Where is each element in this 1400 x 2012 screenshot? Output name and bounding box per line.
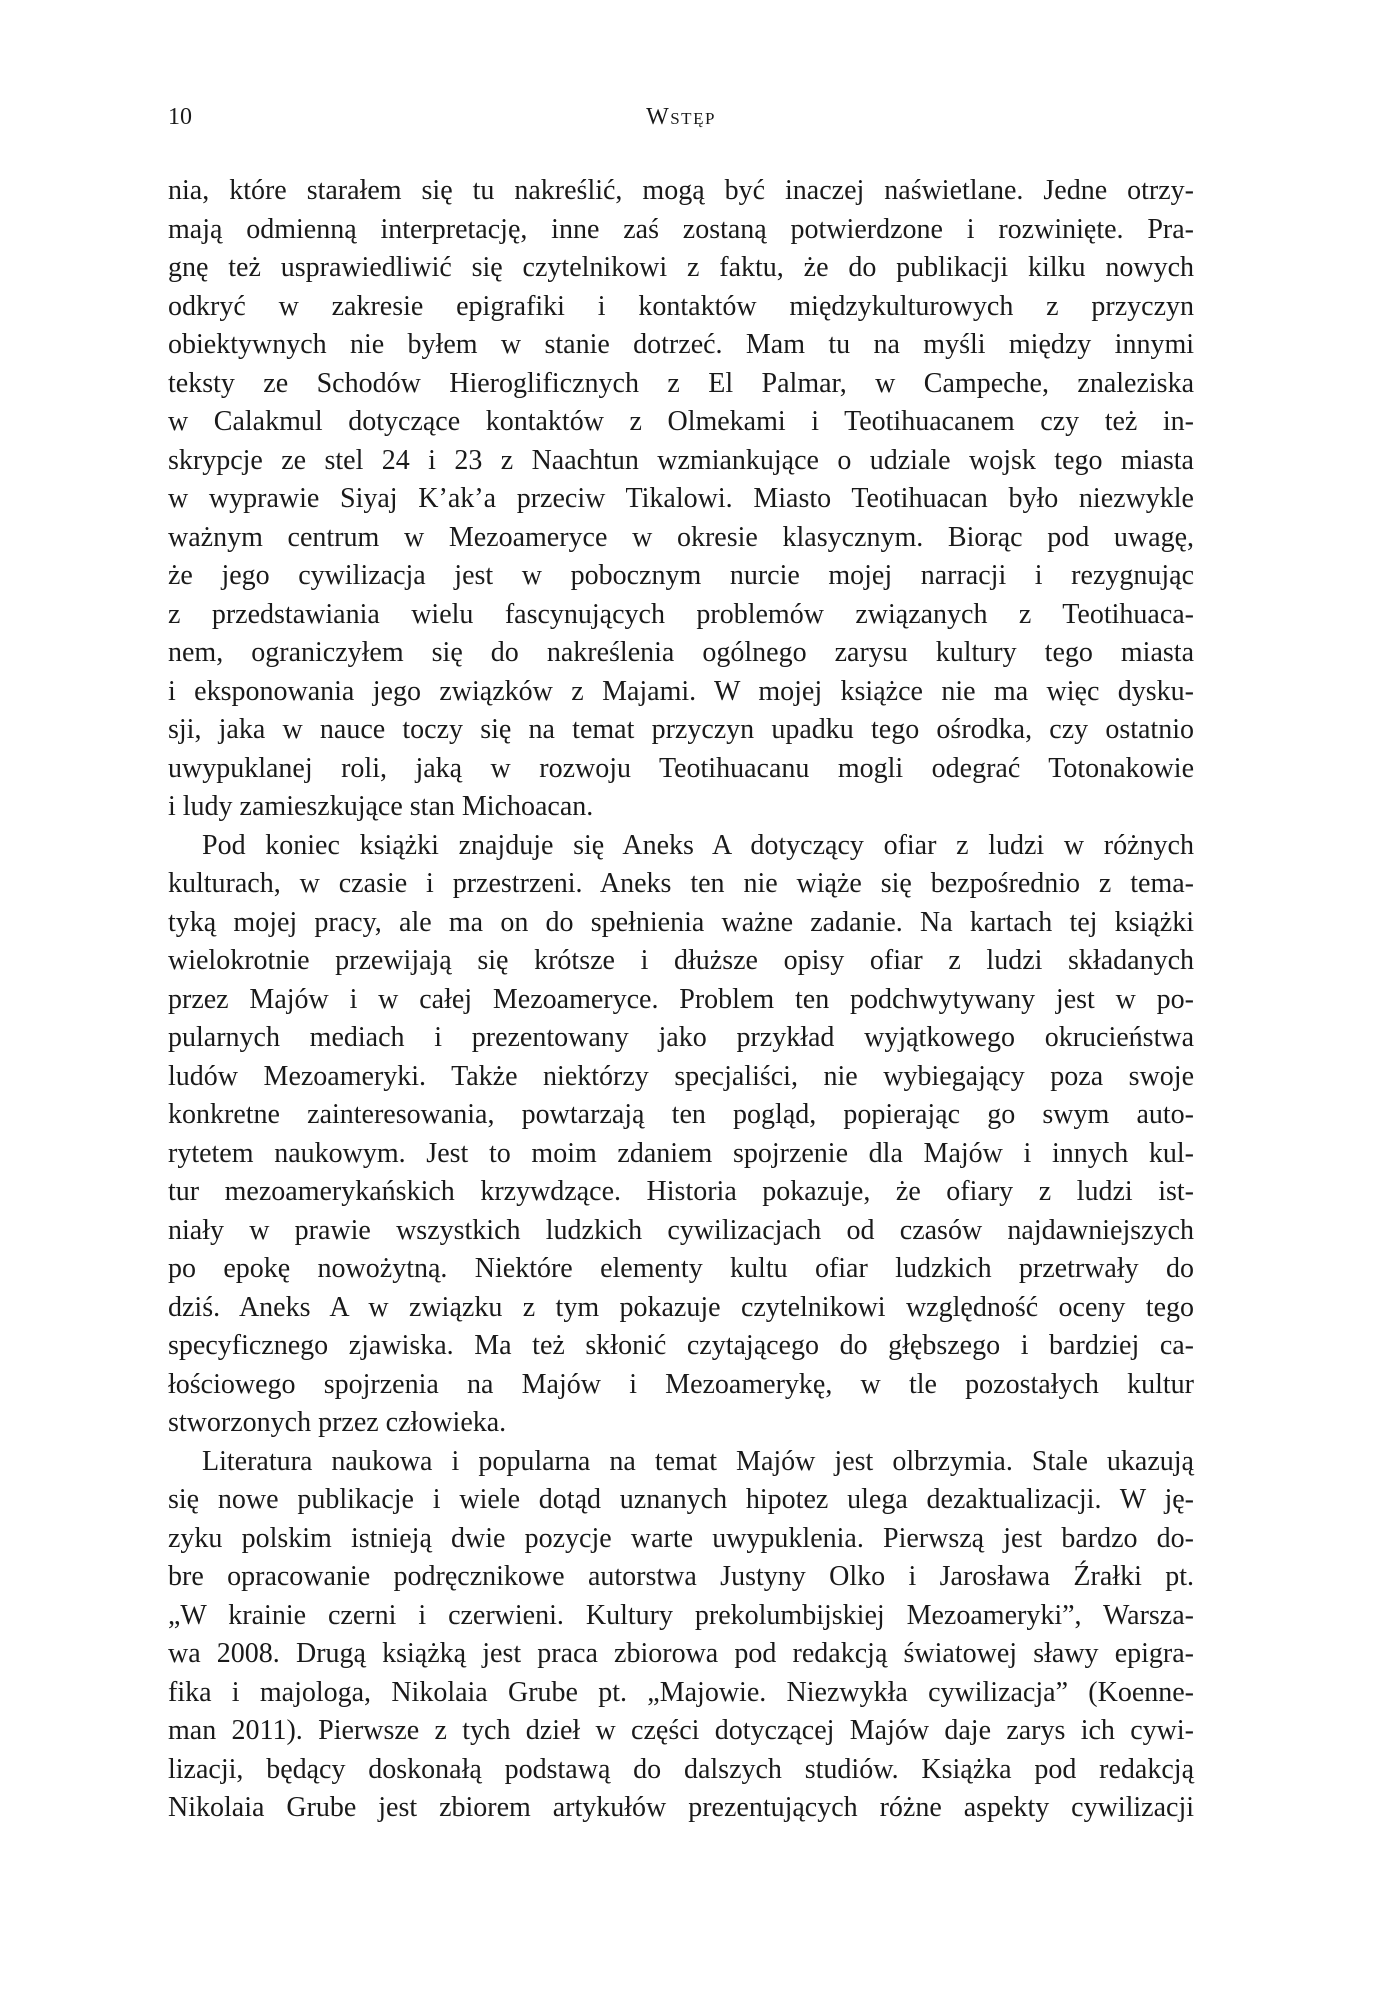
text-line: mają odmienną interpretację, inne zaś zostaną potwierdzone i rozwinięte. Pra- xyxy=(168,213,1194,245)
text-line: i eksponowania jego związków z Majami. W mojej książce nie ma więc dysku- xyxy=(168,675,1194,707)
text-line: nem, ograniczyłem się do nakreślenia ogólnego zarysu kultury tego miasta xyxy=(168,637,1194,668)
text-line: wa 2008. Drugą książką jest praca zbiorowa pod redakcją światowej sławy epigra- xyxy=(168,1638,1194,1669)
text-line: gnę też usprawiedliwić się czytelnikowi z faktu, że do publikacji kilku nowych xyxy=(168,252,1194,283)
text-line: stworzonych przez człowieka. xyxy=(168,1407,507,1438)
text-line: rytetem naukowym. Jest to moim zdaniem spojrzenie dla Majów i innych kul- xyxy=(168,1137,1194,1169)
paragraph xyxy=(168,827,1194,1443)
text-line: fika i majologa, Nikolaia Grube pt. „Majowie. Niezwykła cywilizacja” (Koenne- xyxy=(168,1676,1194,1708)
text-line: że jego cywilizacja jest w pobocznym nurcie mojej narracji i rezygnując xyxy=(168,560,1194,591)
text-line: się nowe publikacje i wiele dotąd uznanych hipotez ulega dezaktualizacji. W ję- xyxy=(168,1484,1194,1515)
text-line: skrypcje ze stel 24 i 23 z Naachtun wzmiankujące o udziale wojsk tego miasta xyxy=(168,444,1194,476)
text-line: dziś. Aneks A w związku z tym pokazuje czytelnikowi względność oceny tego xyxy=(168,1291,1194,1323)
text-line: Pod koniec książki znajduje się Aneks A dotyczący ofiar z ludzi w różnych xyxy=(202,829,1194,861)
text-line: przez Majów i w całej Mezoameryce. Problem ten podchwytywany jest w po- xyxy=(168,983,1194,1015)
paragraph xyxy=(168,172,1194,827)
text-line: lizacji, będący doskonałą podstawą do dalszych studiów. Książka pod redakcją xyxy=(168,1753,1194,1785)
text-line: specyficznego zjawiska. Ma też skłonić czytającego do głębszego i bardziej ca- xyxy=(168,1330,1194,1361)
text-line: man 2011). Pierwsze z tych dzieł w części dotyczącej Majów daje zarys ich cywi- xyxy=(168,1715,1194,1746)
text-line: z przedstawiania wielu fascynujących problemów związanych z Teotihuaca- xyxy=(168,598,1194,630)
text-line: kulturach, w czasie i przestrzeni. Aneks ten nie wiąże się bezpośrednio z tema- xyxy=(168,868,1194,899)
text-line: konkretne zainteresowania, powtarzają ten pogląd, popierając go swym auto- xyxy=(168,1099,1194,1130)
text-line: w Calakmul dotyczące kontaktów z Olmekami i Teotihuacanem czy też in- xyxy=(168,406,1194,437)
text-line: obiektywnych nie byłem w stanie dotrzeć. Mam tu na myśli między innymi xyxy=(168,329,1194,360)
page-number: 10 xyxy=(168,104,192,130)
text-line: niały w prawie wszystkich ludzkich cywilizacjach od czasów najdawniejszych xyxy=(168,1214,1194,1246)
text-line: odkryć w zakresie epigrafiki i kontaktów międzykulturowych z przyczyn xyxy=(168,290,1194,322)
text-line: i ludy zamieszkujące stan Michoacan. xyxy=(168,791,594,822)
running-title: Wstęp xyxy=(646,104,716,130)
text-line: Nikolaia Grube jest zbiorem artykułów prezentujących różne aspekty cywilizacji xyxy=(168,1792,1194,1823)
text-line: Literatura naukowa i popularna na temat Majów jest olbrzymia. Stale ukazują xyxy=(202,1445,1194,1477)
text-line: tur mezoamerykańskich krzywdzące. Historia pokazuje, że ofiary z ludzi ist- xyxy=(168,1176,1194,1207)
text-line: „W krainie czerni i czerwieni. Kultury prekolumbijskiej Mezoameryki”, Warsza- xyxy=(168,1599,1194,1631)
text-line: wielokrotnie przewijają się krótsze i dłuższe opisy ofiar z ludzi składanych xyxy=(168,945,1194,976)
text-line: ludów Mezoameryki. Także niektórzy specjaliści, nie wybiegający poza swoje xyxy=(168,1060,1194,1092)
paragraph xyxy=(168,1443,1194,1828)
text-line: ważnym centrum w Mezoameryce w okresie klasycznym. Biorąc pod uwagę, xyxy=(168,521,1194,553)
text-line: sji, jaka w nauce toczy się na temat przyczyn upadku tego ośrodka, czy ostatnio xyxy=(168,714,1194,745)
text-line: pularnych mediach i prezentowany jako przykład wyjątkowego okrucieństwa xyxy=(168,1022,1194,1053)
text-line: teksty ze Schodów Hieroglificznych z El Palmar, w Campeche, znaleziska xyxy=(168,367,1194,399)
text-line: po epokę nowożytną. Niektóre elementy kultu ofiar ludzkich przetrwały do xyxy=(168,1253,1194,1284)
text-line: bre opracowanie podręcznikowe autorstwa Justyny Olko i Jarosława Źrałki pt. xyxy=(168,1561,1194,1592)
text-line: nia, które starałem się tu nakreślić, mogą być inaczej naświetlane. Jedne otrzy- xyxy=(168,175,1194,206)
running-head xyxy=(168,102,1194,142)
body-text xyxy=(168,172,1194,1828)
text-line: w wyprawie Siyaj K’ak’a przeciw Tikalowi. Miasto Teotihuacan było niezwykle xyxy=(168,483,1194,514)
text-line: zyku polskim istnieją dwie pozycje warte uwypuklenia. Pierwszą jest bardzo do- xyxy=(168,1522,1194,1554)
text-line: łościowego spojrzenia na Majów i Mezoamerykę, w tle pozostałych kultur xyxy=(168,1368,1194,1400)
text-line: tyką mojej pracy, ale ma on do spełnienia ważne zadanie. Na kartach tej książki xyxy=(168,906,1194,938)
text-line: uwypuklanej roli, jaką w rozwoju Teotihuacanu mogli odegrać Totonakowie xyxy=(168,752,1194,784)
